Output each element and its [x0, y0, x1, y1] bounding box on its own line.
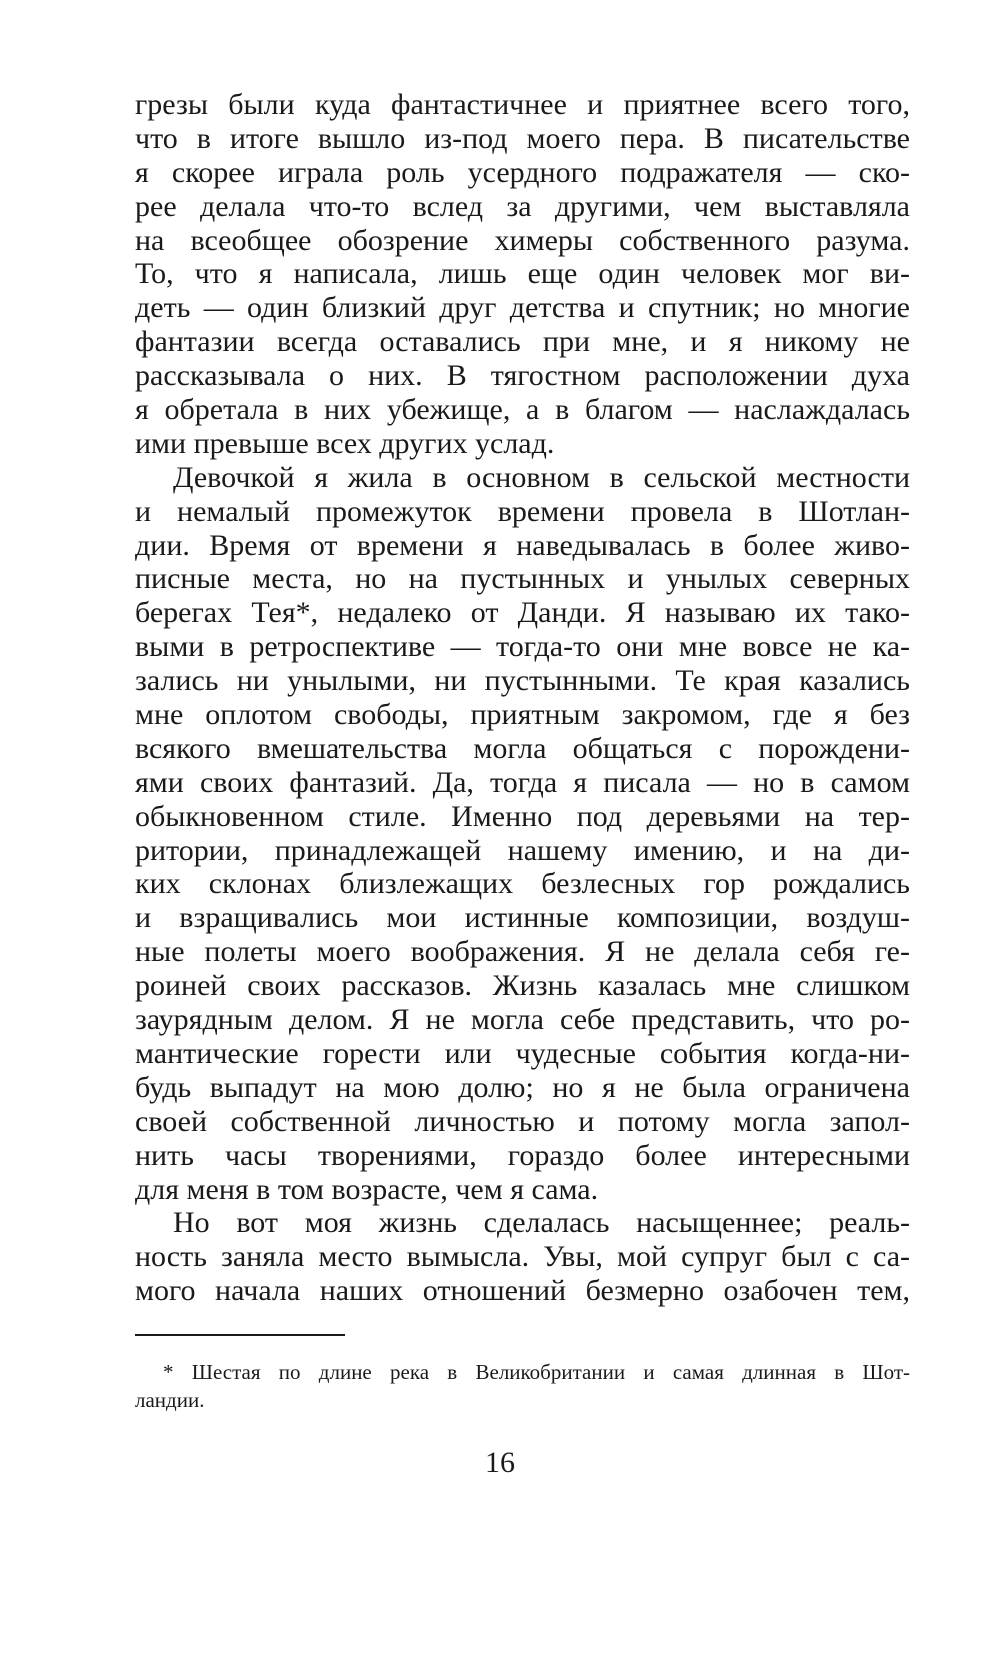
text-line: дии. Время от времени я наведывалась в более живо- [135, 528, 910, 562]
text-line: ность заняла место вымысла. Увы, мой супруг был с са- [135, 1240, 910, 1274]
text-line: я скорее играла роль усердного подражателя — ско- [135, 155, 910, 189]
text-line: берегах Тея*, недалеко от Данди. Я называю их тако- [135, 596, 910, 630]
body-text [135, 88, 910, 1308]
text-line: писные места, но на пустынных и унылых северных [135, 562, 910, 596]
text-line: ями своих фантазий. Да, тогда я писала — но в самом [135, 765, 910, 799]
text-line: и взращивались мои истинные композиции, воздуш- [135, 901, 910, 935]
text-line: я обретала в них убежище, а в благом — наслаждалась [135, 393, 910, 427]
text-line: на всеобщее обозрение химеры собственного разума. [135, 223, 910, 257]
footnote-line: ландии. [135, 1388, 205, 1412]
text-line: всякого вмешательства могла общаться с порождени- [135, 731, 910, 765]
text-line: ритории, принадлежащей нашему имению, и на ди- [135, 833, 910, 867]
text-line: грезы были куда фантастичнее и приятнее всего того, [135, 88, 910, 121]
text-line: выми в ретроспективе — тогда-то они мне вовсе не ка- [135, 630, 910, 664]
text-line: роиней своих рассказов. Жизнь казалась мне слишком [135, 969, 910, 1003]
text-line: рассказывала о них. В тягостном расположении духа [135, 359, 910, 393]
footnote-line: * Шестая по длине река в Великобритании и самая длинная в Шот- [163, 1360, 910, 1384]
text-line: ими превыше всех других услад. [135, 426, 555, 460]
text-line: зались ни унылыми, ни пустынными. Те края казались [135, 664, 910, 698]
text-line: Девочкой я жила в основном в сельской местности [173, 460, 910, 494]
text-line: нить часы творениями, гораздо более интересными [135, 1138, 910, 1172]
text-line: ные полеты моего воображения. Я не делала себя ге- [135, 935, 910, 969]
text-line: заурядным делом. Я не могла себе представить, что ро- [135, 1003, 910, 1037]
text-line: рее делала что-то вслед за другими, чем выставляла [135, 189, 910, 223]
text-line: обыкновенном стиле. Именно под деревьями на тер- [135, 799, 910, 833]
text-line: и немалый промежуток времени провела в Шотлан- [135, 494, 910, 528]
text-line: что в итоге вышло из-под моего пера. В писательстве [135, 121, 910, 155]
text-line: ких склонах близлежащих безлесных гор рождались [135, 867, 910, 901]
text-line: мантические горести или чудесные события когда-ни- [135, 1036, 910, 1070]
text-line: мого начала наших отношений безмерно озабочен тем, [135, 1274, 910, 1308]
text-line: своей собственной личностью и потому могла запол- [135, 1104, 910, 1138]
text-line: мне оплотом свободы, приятным закромом, где я без [135, 698, 910, 732]
text-line: деть — один близкий друг детства и спутник; но многие [135, 291, 910, 325]
footnote-divider [135, 1334, 345, 1336]
text-line: Но вот моя жизнь сделалась насыщеннее; реаль- [173, 1206, 910, 1240]
text-line: То, что я написала, лишь еще один человек мог ви- [135, 257, 910, 291]
text-line: для меня в том возрасте, чем я сама. [135, 1172, 599, 1206]
footnote [135, 1358, 910, 1414]
page-number: 16 [485, 1446, 515, 1479]
text-line: фантазии всегда оставались при мне, и я никому не [135, 325, 910, 359]
text-line: будь выпадут на мою долю; но я не была ограничена [135, 1070, 910, 1104]
